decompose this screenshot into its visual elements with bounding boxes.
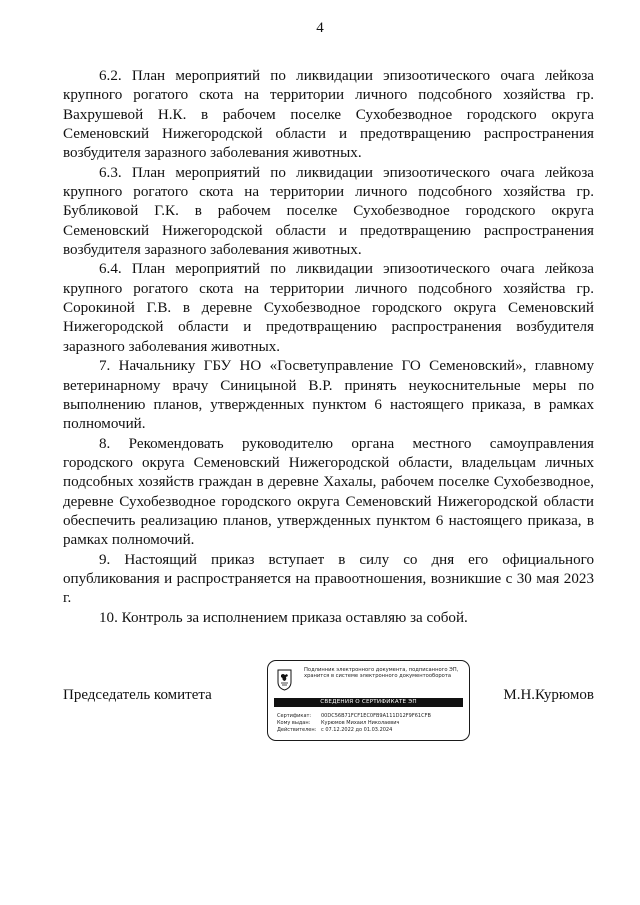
validity-row	[277, 727, 467, 734]
certificate-row	[277, 713, 467, 720]
document-body	[63, 67, 594, 628]
paragraph-6-3: 6.3. План мероприятий по ликвидации эпизоотического очага лейкоза крупного рогатого скота на территории личного подсобного хозяйства гр. Бубликовой Г.К. в рабочем поселке Сухобезводное городского округа Семеновский Нижегородской области и предотвращению распространения возбудителя заразного заболевания животных.	[63, 164, 594, 259]
certificate-value: 00DC56B71FCF1EC0FB9A111D12F9F61CFB	[321, 713, 431, 719]
paragraph-7: 7. Начальнику ГБУ НО «Госветуправление ГО Семеновский», главному ветеринарному врачу Синицыной В.Р. принять неукоснительные меры по выполнению планов, утвержденных пунктом 6 настоящего приказа, в рамках полномочий.	[63, 358, 594, 433]
electronic-signature-stamp	[267, 660, 470, 741]
certificate-label: Сертификат:	[277, 713, 312, 719]
paragraph-10: 10. Контроль за исполнением приказа оставляю за собой.	[99, 609, 468, 626]
paragraph-9: 9. Настоящий приказ вступает в силу со дня его официального опубликования и распространяется на правоотношения, возникшие с 30 мая 2023 г.	[63, 551, 594, 607]
page-number: 4	[316, 20, 324, 36]
signatory-name: М.Н.Курюмов	[503, 687, 594, 703]
certificate-info	[277, 713, 467, 734]
signature-block	[63, 667, 594, 760]
coat-of-arms-icon	[277, 669, 292, 691]
stamp-title: СВЕДЕНИЯ О СЕРТИФИКАТЕ ЭП	[274, 698, 463, 707]
owner-label: Кому выдан:	[277, 720, 311, 726]
owner-row	[277, 720, 467, 727]
paragraph-6-2: 6.2. План мероприятий по ликвидации эпизоотического очага лейкоза крупного рогатого скота на территории личного подсобного хозяйства гр. Вахрушевой Н.К. в рабочем поселке Сухобезводное городского округа Семеновский Нижегородской области и предотвращению распространения возбудителя заразного заболевания животных.	[63, 68, 594, 162]
paragraph-8: 8. Рекомендовать руководителю органа местного самоуправления городского округа Семеновский Нижегородской области, владельцам личных подсобных хозяйств граждан в деревне Хахалы, рабочем поселке Сухобезводное, деревне Сухобезводное городского округа Семеновский Нижегородской области обеспечить реализацию планов, утвержденных пунктом 6 настоящего приказа, в рамках полномочий.	[63, 435, 594, 549]
owner-value: Курюмов Михаил Николаевич	[321, 720, 400, 726]
paragraph-6-4: 6.4. План мероприятий по ликвидации эпизоотического очага лейкоза крупного рогатого скота на территории личного подсобного хозяйства гр. Сорокиной Г.В. в деревне Сухобезводное городского округа Семеновский Нижегородской области и предотвращению распространения возбудителя заразного заболевания животных.	[63, 261, 594, 355]
validity-value: с 07.12.2022 до 01.03.2024	[321, 727, 393, 733]
signatory-position: Председатель комитета	[63, 687, 212, 703]
validity-label: Действителен:	[277, 727, 317, 733]
stamp-header-text: Подлинник электронного документа, подписанного ЭП, хранится в системе электронного документооборота	[304, 667, 459, 680]
